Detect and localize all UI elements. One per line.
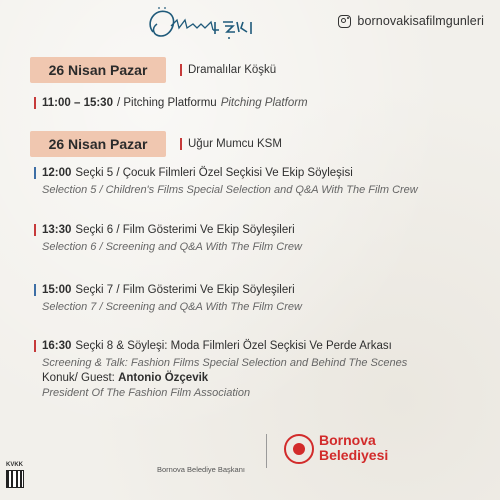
- schedule-entry-3: [34, 282, 474, 313]
- guest-label: Konuk/ Guest:: [42, 372, 115, 384]
- signature-subtitle: Bornova Belediye Başkanı: [157, 465, 245, 474]
- schedule-entry-1: [34, 165, 474, 196]
- entry-subtitle: Selection 7 / Screening and Q&A With The Film Crew: [42, 301, 302, 313]
- kvkk-label: KVKK: [6, 462, 24, 468]
- entry-bar: [34, 340, 36, 352]
- venue: [180, 64, 276, 76]
- section-header-2: [30, 131, 282, 157]
- signature-logo: [143, 2, 263, 52]
- entry-bar: [34, 167, 36, 179]
- entry-subtitle: Selection 6 / Screening and Q&A With The Film Crew: [42, 241, 302, 253]
- venue: [180, 138, 282, 150]
- instagram-icon: [338, 15, 351, 28]
- venue-bar: [180, 64, 182, 76]
- entry-subtitle: Selection 5 / Children's Films Special Selection and Q&A With The Film Crew: [42, 184, 418, 196]
- entry-title-english: Pitching Platform: [220, 97, 308, 109]
- entry-title: Seçki 8 & Söyleşi: Moda Filmleri Özel Seçkisi Ve Perde Arkası: [75, 340, 392, 352]
- venue-label: Uğur Mumcu KSM: [188, 138, 282, 150]
- schedule-entry-pitching: [34, 95, 474, 111]
- brand-line-1: Bornova: [319, 432, 376, 448]
- entry-title: Seçki 7 / Film Gösterimi Ve Ekip Söyleşileri: [75, 284, 295, 296]
- entry-title: / Pitching Platformu: [116, 97, 217, 109]
- date-badge: 26 Nisan Pazar: [30, 131, 166, 157]
- entry-time: 11:00 – 15:30: [42, 97, 113, 109]
- schedule-entry-2: [34, 222, 474, 253]
- entry-bar: [34, 97, 36, 109]
- entry-subtitle: Screening & Talk: Fashion Films Special Selection and Behind The Scenes: [42, 357, 408, 369]
- section-header-1: [30, 57, 276, 83]
- guest-name: Antonio Özçevik: [118, 372, 209, 384]
- entry-time: 13:30: [42, 224, 72, 236]
- guest-role: President Of The Fashion Film Association: [42, 387, 251, 399]
- entry-time: 16:30: [42, 340, 72, 352]
- venue-bar: [180, 138, 182, 150]
- venue-label: Dramalılar Köşkü: [188, 64, 277, 76]
- brand-name: [319, 433, 388, 463]
- handle-text: bornovakisafilmgunleri: [357, 14, 484, 28]
- qr-code-icon[interactable]: [6, 470, 24, 488]
- entry-bar: [34, 224, 36, 236]
- schedule-entry-4: [34, 338, 474, 399]
- footer-divider: [266, 434, 267, 468]
- entry-title: Seçki 6 / Film Gösterimi Ve Ekip Söyleşileri: [75, 224, 295, 236]
- bornova-seal-icon: [284, 434, 314, 464]
- date-badge: 26 Nisan Pazar: [30, 57, 166, 83]
- entry-time: 15:00: [42, 284, 72, 296]
- entry-title: Seçki 5 / Çocuk Filmleri Özel Seçkisi Ve Ekip Söyleşisi: [75, 167, 353, 179]
- instagram-handle[interactable]: [338, 14, 484, 28]
- entry-time: 12:00: [42, 167, 72, 179]
- brand-line-2: Belediyesi: [319, 447, 389, 463]
- entry-bar: [34, 284, 36, 296]
- guest-line: [42, 372, 474, 384]
